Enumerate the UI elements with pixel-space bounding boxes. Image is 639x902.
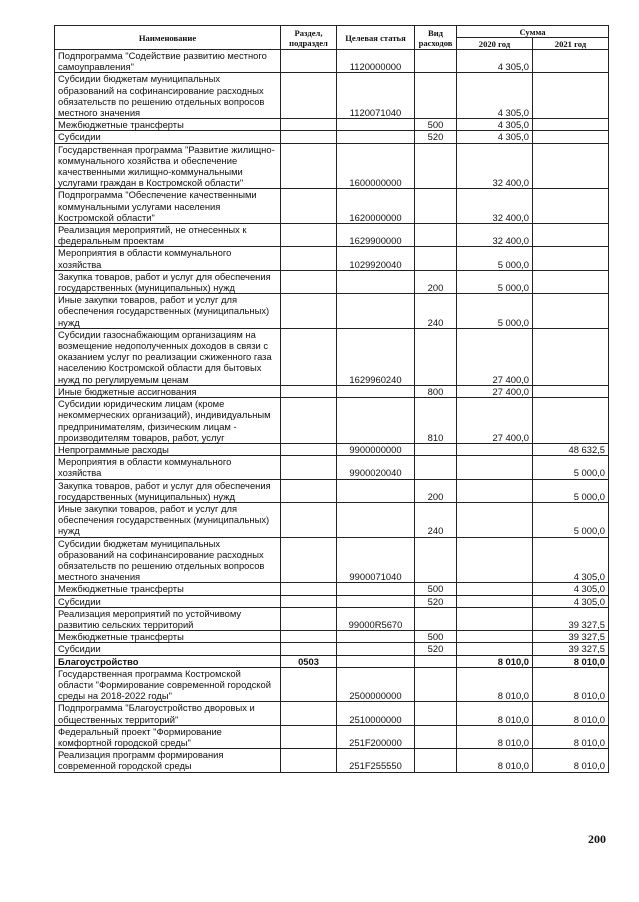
row-target-cell (337, 270, 415, 293)
row-amount-2021-cell: 39 327,5 (533, 631, 609, 643)
row-target-cell: 9900020040 (337, 456, 415, 479)
row-amount-2020-cell: 4 305,0 (457, 119, 533, 131)
row-name-cell: Межбюджетные трансферты (55, 583, 281, 595)
row-section-cell (281, 247, 337, 270)
row-amount-2020-cell: 8 010,0 (457, 749, 533, 772)
table-row (55, 749, 609, 772)
row-amount-2020-cell (457, 479, 533, 502)
row-section-cell: 0503 (281, 655, 337, 667)
row-section-cell (281, 189, 337, 224)
row-target-cell: 251F255550 (337, 749, 415, 772)
table-row (55, 224, 609, 247)
table-row (55, 443, 609, 455)
row-kind-cell (415, 749, 457, 772)
row-amount-2021-cell: 5 000,0 (533, 479, 609, 502)
table-row (55, 50, 609, 73)
row-kind-cell (415, 247, 457, 270)
row-target-cell (337, 631, 415, 643)
row-name-cell: Мероприятия в области коммунального хозяйства (55, 247, 281, 270)
row-kind-cell (415, 725, 457, 748)
row-target-cell: 251F200000 (337, 725, 415, 748)
row-section-cell (281, 119, 337, 131)
row-amount-2020-cell (457, 456, 533, 479)
row-name-cell: Реализация мероприятий по устойчивому развитию сельских территорий (55, 607, 281, 630)
row-kind-cell: 200 (415, 270, 457, 293)
row-amount-2020-cell: 32 400,0 (457, 143, 533, 189)
row-amount-2020-cell: 8 010,0 (457, 702, 533, 725)
row-amount-2020-cell: 5 000,0 (457, 270, 533, 293)
row-name-cell: Субсидии (55, 595, 281, 607)
row-section-cell (281, 607, 337, 630)
row-amount-2020-cell: 8 010,0 (457, 667, 533, 702)
row-kind-cell (415, 143, 457, 189)
row-kind-cell: 500 (415, 583, 457, 595)
row-name-cell: Субсидии газоснабжающим организациям на возмещение недополученных доходов в связи с оказанием услуг по реализации сжиженного газа населению Костромской области для бытовых нужд по регулируемым ценам (55, 328, 281, 385)
row-kind-cell: 520 (415, 131, 457, 143)
row-name-cell: Федеральный проект "Формирование комфортной городской среды" (55, 725, 281, 748)
table-row (55, 631, 609, 643)
row-section-cell (281, 443, 337, 455)
row-amount-2020-cell (457, 443, 533, 455)
row-name-cell: Субсидии бюджетам муниципальных образований на софинансирование расходных обязательств по решению отдельных вопросов местного значения (55, 537, 281, 583)
row-name-cell: Реализация программ формирования современной городской среды (55, 749, 281, 772)
row-section-cell (281, 702, 337, 725)
row-amount-2020-cell (457, 643, 533, 655)
row-amount-2021-cell (533, 247, 609, 270)
table-row (55, 537, 609, 583)
row-amount-2020-cell (457, 583, 533, 595)
row-name-cell: Непрограммные расходы (55, 443, 281, 455)
row-target-cell: 1629960240 (337, 328, 415, 385)
row-section-cell (281, 385, 337, 397)
table-row (55, 667, 609, 702)
row-amount-2021-cell (533, 73, 609, 119)
row-amount-2020-cell: 8 010,0 (457, 725, 533, 748)
row-name-cell: Подпрограмма "Благоустройство дворовых и общественных территорий" (55, 702, 281, 725)
row-kind-cell: 500 (415, 631, 457, 643)
row-amount-2021-cell (533, 270, 609, 293)
table-row (55, 119, 609, 131)
row-name-cell: Подпрограмма "Содействие развитию местного самоуправления" (55, 50, 281, 73)
row-amount-2020-cell: 5 000,0 (457, 247, 533, 270)
table-row (55, 702, 609, 725)
row-amount-2021-cell: 8 010,0 (533, 702, 609, 725)
row-amount-2021-cell: 8 010,0 (533, 725, 609, 748)
row-amount-2020-cell: 27 400,0 (457, 385, 533, 397)
row-name-cell: Межбюджетные трансферты (55, 119, 281, 131)
row-amount-2021-cell: 8 010,0 (533, 667, 609, 702)
row-name-cell: Субсидии (55, 131, 281, 143)
row-amount-2021-cell: 5 000,0 (533, 502, 609, 537)
page-number: 200 (588, 832, 606, 846)
row-amount-2020-cell: 32 400,0 (457, 189, 533, 224)
table-row (55, 502, 609, 537)
row-section-cell (281, 631, 337, 643)
row-amount-2021-cell: 4 305,0 (533, 595, 609, 607)
row-kind-cell (415, 655, 457, 667)
row-amount-2021-cell: 48 632,5 (533, 443, 609, 455)
table-row (55, 270, 609, 293)
row-kind-cell (415, 702, 457, 725)
row-target-cell (337, 595, 415, 607)
row-amount-2021-cell (533, 189, 609, 224)
row-kind-cell (415, 667, 457, 702)
row-kind-cell (415, 224, 457, 247)
row-kind-cell: 800 (415, 385, 457, 397)
row-kind-cell: 240 (415, 294, 457, 329)
row-name-cell: Субсидии юридическим лицам (кроме некоммерческих организаций), индивидуальным предпринимателям, физическим лицам - производителям товаров, работ, услуг (55, 398, 281, 444)
table-row (55, 583, 609, 595)
row-name-cell: Иные бюджетные ассигнования (55, 385, 281, 397)
row-name-cell: Государственная программа "Развитие жилищно-коммунального хозяйства и обеспечение качественными жилищно-коммунальными услугами граждан в Костромской области" (55, 143, 281, 189)
row-name-cell: Иные закупки товаров, работ и услуг для обеспечения государственных (муниципальных) нужд (55, 294, 281, 329)
row-section-cell (281, 749, 337, 772)
header-year-2021: 2021 год (533, 38, 609, 50)
row-kind-cell (415, 537, 457, 583)
row-target-cell: 1620000000 (337, 189, 415, 224)
row-amount-2021-cell: 4 305,0 (533, 583, 609, 595)
row-amount-2021-cell: 39 327,5 (533, 643, 609, 655)
table-row (55, 143, 609, 189)
table-row (55, 655, 609, 667)
row-section-cell (281, 270, 337, 293)
row-kind-cell: 520 (415, 643, 457, 655)
table-row (55, 398, 609, 444)
row-amount-2020-cell: 4 305,0 (457, 73, 533, 119)
row-kind-cell (415, 50, 457, 73)
row-name-cell: Мероприятия в области коммунального хозяйства (55, 456, 281, 479)
header-expense-kind: Вид расходов (415, 26, 457, 50)
budget-table-container (54, 25, 609, 773)
row-name-cell: Благоустройство (55, 655, 281, 667)
row-name-cell: Закупка товаров, работ и услуг для обеспечения государственных (муниципальных) нужд (55, 479, 281, 502)
row-section-cell (281, 725, 337, 748)
row-target-cell: 1600000000 (337, 143, 415, 189)
row-amount-2020-cell: 5 000,0 (457, 294, 533, 329)
row-amount-2021-cell: 39 327,5 (533, 607, 609, 630)
row-section-cell (281, 398, 337, 444)
header-year-2020: 2020 год (457, 38, 533, 50)
row-amount-2021-cell (533, 328, 609, 385)
row-amount-2020-cell (457, 607, 533, 630)
row-amount-2020-cell: 27 400,0 (457, 398, 533, 444)
header-target-article: Целевая статья (337, 26, 415, 50)
header-name: Наименование (55, 26, 281, 50)
row-target-cell: 1120000000 (337, 50, 415, 73)
row-amount-2021-cell (533, 131, 609, 143)
row-amount-2021-cell: 8 010,0 (533, 749, 609, 772)
row-name-cell: Субсидии (55, 643, 281, 655)
row-kind-cell: 240 (415, 502, 457, 537)
row-amount-2021-cell: 5 000,0 (533, 456, 609, 479)
row-amount-2020-cell (457, 537, 533, 583)
header-section: Раздел, подраздел (281, 26, 337, 50)
table-row (55, 131, 609, 143)
row-kind-cell (415, 607, 457, 630)
table-row (55, 479, 609, 502)
row-kind-cell (415, 328, 457, 385)
row-name-cell: Субсидии бюджетам муниципальных образований на софинансирование расходных обязательств по решению отдельных вопросов местного значения (55, 73, 281, 119)
row-target-cell (337, 655, 415, 667)
table-row (55, 189, 609, 224)
row-section-cell (281, 131, 337, 143)
row-name-cell: Межбюджетные трансферты (55, 631, 281, 643)
table-row (55, 643, 609, 655)
row-amount-2021-cell: 4 305,0 (533, 537, 609, 583)
row-section-cell (281, 667, 337, 702)
row-section-cell (281, 143, 337, 189)
header-sum: Сумма (457, 26, 609, 38)
table-row (55, 595, 609, 607)
row-kind-cell (415, 456, 457, 479)
row-name-cell: Государственная программа Костромской области "Формирование современной городской среды на 2018-2022 годы" (55, 667, 281, 702)
table-row (55, 456, 609, 479)
table-row (55, 247, 609, 270)
row-amount-2021-cell (533, 119, 609, 131)
row-name-cell: Закупка товаров, работ и услуг для обеспечения государственных (муниципальных) нужд (55, 270, 281, 293)
table-row (55, 328, 609, 385)
row-amount-2021-cell: 8 010,0 (533, 655, 609, 667)
row-section-cell (281, 294, 337, 329)
row-target-cell: 2510000000 (337, 702, 415, 725)
row-section-cell (281, 456, 337, 479)
row-amount-2021-cell (533, 385, 609, 397)
row-section-cell (281, 643, 337, 655)
row-target-cell (337, 583, 415, 595)
row-amount-2020-cell: 8 010,0 (457, 655, 533, 667)
row-kind-cell: 500 (415, 119, 457, 131)
row-section-cell (281, 224, 337, 247)
row-target-cell (337, 502, 415, 537)
row-target-cell: 9900000000 (337, 443, 415, 455)
table-row (55, 607, 609, 630)
row-name-cell: Подпрограмма "Обеспечение качественными коммунальными услугами населения Костромской области" (55, 189, 281, 224)
row-section-cell (281, 328, 337, 385)
row-target-cell: 1120071040 (337, 73, 415, 119)
row-kind-cell (415, 189, 457, 224)
row-kind-cell: 200 (415, 479, 457, 502)
row-kind-cell (415, 443, 457, 455)
row-target-cell: 2500000000 (337, 667, 415, 702)
table-body (55, 50, 609, 773)
row-section-cell (281, 595, 337, 607)
row-amount-2021-cell (533, 50, 609, 73)
table-row (55, 294, 609, 329)
row-section-cell (281, 479, 337, 502)
row-amount-2020-cell (457, 502, 533, 537)
table-row (55, 385, 609, 397)
row-amount-2021-cell (533, 294, 609, 329)
row-section-cell (281, 50, 337, 73)
row-target-cell (337, 385, 415, 397)
row-amount-2021-cell (533, 143, 609, 189)
row-amount-2020-cell (457, 595, 533, 607)
row-kind-cell: 810 (415, 398, 457, 444)
row-amount-2021-cell (533, 398, 609, 444)
row-target-cell (337, 131, 415, 143)
row-name-cell: Реализация мероприятий, не отнесенных к федеральным проектам (55, 224, 281, 247)
row-target-cell: 99000R5670 (337, 607, 415, 630)
row-amount-2020-cell: 27 400,0 (457, 328, 533, 385)
row-target-cell: 9900071040 (337, 537, 415, 583)
table-row (55, 73, 609, 119)
row-section-cell (281, 73, 337, 119)
row-section-cell (281, 537, 337, 583)
row-target-cell (337, 398, 415, 444)
row-target-cell: 1029920040 (337, 247, 415, 270)
row-target-cell (337, 479, 415, 502)
row-target-cell (337, 294, 415, 329)
row-section-cell (281, 502, 337, 537)
row-target-cell (337, 119, 415, 131)
row-amount-2020-cell (457, 631, 533, 643)
budget-table (54, 25, 609, 773)
row-target-cell (337, 643, 415, 655)
row-section-cell (281, 583, 337, 595)
row-kind-cell: 520 (415, 595, 457, 607)
row-kind-cell (415, 73, 457, 119)
row-amount-2020-cell: 4 305,0 (457, 131, 533, 143)
row-amount-2021-cell (533, 224, 609, 247)
row-amount-2020-cell: 4 305,0 (457, 50, 533, 73)
row-target-cell: 1629900000 (337, 224, 415, 247)
row-amount-2020-cell: 32 400,0 (457, 224, 533, 247)
table-row (55, 725, 609, 748)
row-name-cell: Иные закупки товаров, работ и услуг для обеспечения государственных (муниципальных) нужд (55, 502, 281, 537)
